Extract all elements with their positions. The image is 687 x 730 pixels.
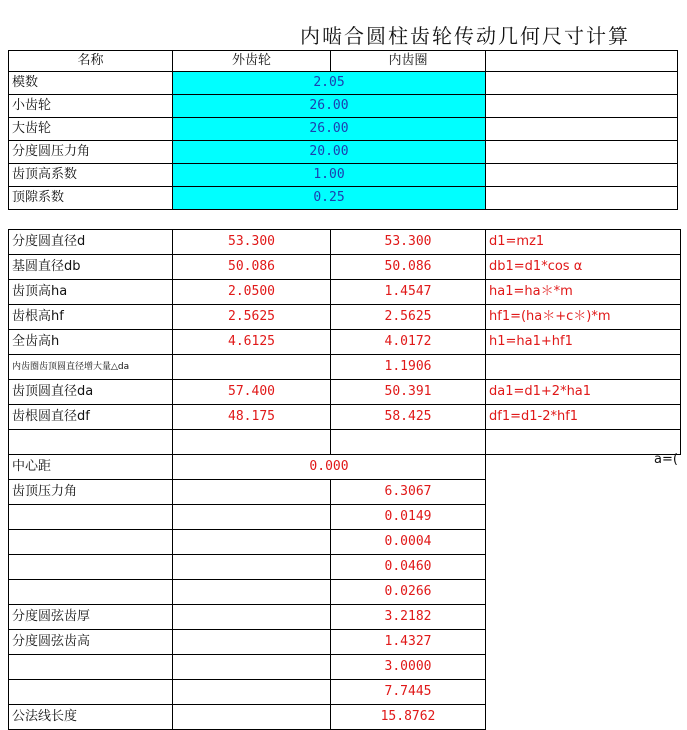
- lower-value: 7.7445: [331, 680, 486, 705]
- empty-cell: [486, 430, 681, 455]
- lower-value: 0.0149: [331, 505, 486, 530]
- empty-cell: [486, 630, 681, 655]
- empty-cell: [173, 705, 331, 730]
- empty-cell: [173, 630, 331, 655]
- lower-label: [9, 505, 173, 530]
- result-label: 齿根圆直径df: [9, 405, 173, 430]
- input-cell[interactable]: 26.00: [173, 118, 486, 141]
- lower-value: 1.4327: [331, 630, 486, 655]
- empty-cell: [486, 505, 681, 530]
- result-row: [9, 355, 681, 380]
- empty-cell: [486, 118, 678, 141]
- result-label: 内齿圈齿顶圆直径增大量△da: [9, 355, 173, 380]
- lower-row: [9, 705, 681, 730]
- input-label: 齿顶高系数: [9, 164, 173, 187]
- inner-value: 50.086: [331, 255, 486, 280]
- result-label: 齿顶高ha: [9, 280, 173, 305]
- lower-row: [9, 680, 681, 705]
- formula: db1=d1*cos α: [486, 255, 681, 280]
- result-label: 分度圆直径d: [9, 230, 173, 255]
- outer-value: 50.086: [173, 255, 331, 280]
- lower-value: 0.0460: [331, 555, 486, 580]
- empty-cell: [486, 72, 678, 95]
- lower-label: 分度圆弦齿高: [9, 630, 173, 655]
- outer-value: 2.5625: [173, 305, 331, 330]
- formula: [486, 355, 681, 380]
- result-label: 全齿高h: [9, 330, 173, 355]
- lower-row: [9, 505, 681, 530]
- empty-cell: [173, 605, 331, 630]
- formula: ha1=ha＊*m: [486, 280, 681, 305]
- empty-cell: [486, 164, 678, 187]
- input-label: 分度圆压力角: [9, 141, 173, 164]
- empty-cell: [486, 580, 681, 605]
- header-outer: 外齿轮: [173, 51, 331, 72]
- inner-value: 58.425: [331, 405, 486, 430]
- outer-value: [173, 355, 331, 380]
- empty-cell: [173, 530, 331, 555]
- empty-cell: [173, 480, 331, 505]
- result-row: [9, 405, 681, 430]
- lower-row: [9, 555, 681, 580]
- lower-value: 3.2182: [331, 605, 486, 630]
- formula: da1=d1+2*ha1: [486, 380, 681, 405]
- center-distance-row: [9, 455, 681, 480]
- outer-value: 53.300: [173, 230, 331, 255]
- lower-row: [9, 480, 681, 505]
- empty-cell: [486, 655, 681, 680]
- result-row: [9, 305, 681, 330]
- empty-cell: [486, 455, 681, 480]
- empty-cell: [486, 555, 681, 580]
- input-cell[interactable]: 20.00: [173, 141, 486, 164]
- empty-cell: [173, 555, 331, 580]
- result-label: 齿根高hf: [9, 305, 173, 330]
- inner-value: 4.0172: [331, 330, 486, 355]
- result-row: [9, 280, 681, 305]
- result-label: 基圆直径db: [9, 255, 173, 280]
- empty-cell: [173, 655, 331, 680]
- empty-cell: [173, 680, 331, 705]
- result-row: [9, 255, 681, 280]
- empty-cell: [173, 505, 331, 530]
- input-cell[interactable]: 0.25: [173, 187, 486, 210]
- inner-value: 53.300: [331, 230, 486, 255]
- empty-cell: [173, 580, 331, 605]
- lower-label: 齿顶压力角: [9, 480, 173, 505]
- input-label: 小齿轮: [9, 95, 173, 118]
- result-row: [9, 380, 681, 405]
- input-cell[interactable]: 26.00: [173, 95, 486, 118]
- input-row: [9, 187, 678, 210]
- outer-value: 57.400: [173, 380, 331, 405]
- formula: h1=ha1+hf1: [486, 330, 681, 355]
- inner-value: 1.4547: [331, 280, 486, 305]
- center-distance-formula: a=(: [654, 452, 678, 467]
- header-row: [9, 51, 678, 72]
- result-label: 齿顶圆直径da: [9, 380, 173, 405]
- input-table: [8, 50, 678, 210]
- outer-value: 4.6125: [173, 330, 331, 355]
- lower-label: 分度圆弦齿厚: [9, 605, 173, 630]
- lower-label: [9, 655, 173, 680]
- header-name: 名称: [9, 51, 173, 72]
- lower-label: 公法线长度: [9, 705, 173, 730]
- input-cell[interactable]: 1.00: [173, 164, 486, 187]
- formula: d1=mz1: [486, 230, 681, 255]
- lower-value: 0.0266: [331, 580, 486, 605]
- lower-value: 6.3067: [331, 480, 486, 505]
- lower-row: [9, 655, 681, 680]
- empty-cell: [486, 187, 678, 210]
- outer-value: 48.175: [173, 405, 331, 430]
- result-row: [9, 330, 681, 355]
- empty-cell: [486, 480, 681, 505]
- center-distance-label: 中心距: [9, 455, 173, 480]
- lower-row: [9, 605, 681, 630]
- lower-label: [9, 580, 173, 605]
- lower-label: [9, 555, 173, 580]
- empty-cell: [9, 430, 173, 455]
- lower-row: [9, 580, 681, 605]
- empty-cell: [486, 530, 681, 555]
- lower-value: 15.8762: [331, 705, 486, 730]
- input-label: 顶隙系数: [9, 187, 173, 210]
- empty-row: [9, 430, 681, 455]
- input-row: [9, 72, 678, 95]
- lower-value: 0.0004: [331, 530, 486, 555]
- empty-cell: [486, 95, 678, 118]
- empty-cell: [486, 680, 681, 705]
- page-title: 内啮合圆柱齿轮传动几何尺寸计算: [300, 24, 630, 48]
- input-label: 大齿轮: [9, 118, 173, 141]
- formula: df1=d1-2*hf1: [486, 405, 681, 430]
- lower-label: [9, 680, 173, 705]
- lower-label: [9, 530, 173, 555]
- inner-value: 1.1906: [331, 355, 486, 380]
- inner-value: 50.391: [331, 380, 486, 405]
- lower-value: 3.0000: [331, 655, 486, 680]
- input-cell[interactable]: 2.05: [173, 72, 486, 95]
- empty-cell: [486, 705, 681, 730]
- lower-row: [9, 630, 681, 655]
- header-inner: 内齿圈: [331, 51, 486, 72]
- outer-value: 2.0500: [173, 280, 331, 305]
- empty-cell: [331, 430, 486, 455]
- empty-cell: [486, 141, 678, 164]
- empty-cell: [486, 605, 681, 630]
- input-row: [9, 164, 678, 187]
- center-distance-value: 0.000: [173, 455, 486, 480]
- inner-value: 2.5625: [331, 305, 486, 330]
- results-table: [8, 229, 681, 730]
- header-blank: [486, 51, 678, 72]
- formula: hf1=(ha＊+c＊)*m: [486, 305, 681, 330]
- result-row: [9, 230, 681, 255]
- input-row: [9, 141, 678, 164]
- input-label: 模数: [9, 72, 173, 95]
- input-row: [9, 95, 678, 118]
- input-row: [9, 118, 678, 141]
- lower-row: [9, 530, 681, 555]
- empty-cell: [173, 430, 331, 455]
